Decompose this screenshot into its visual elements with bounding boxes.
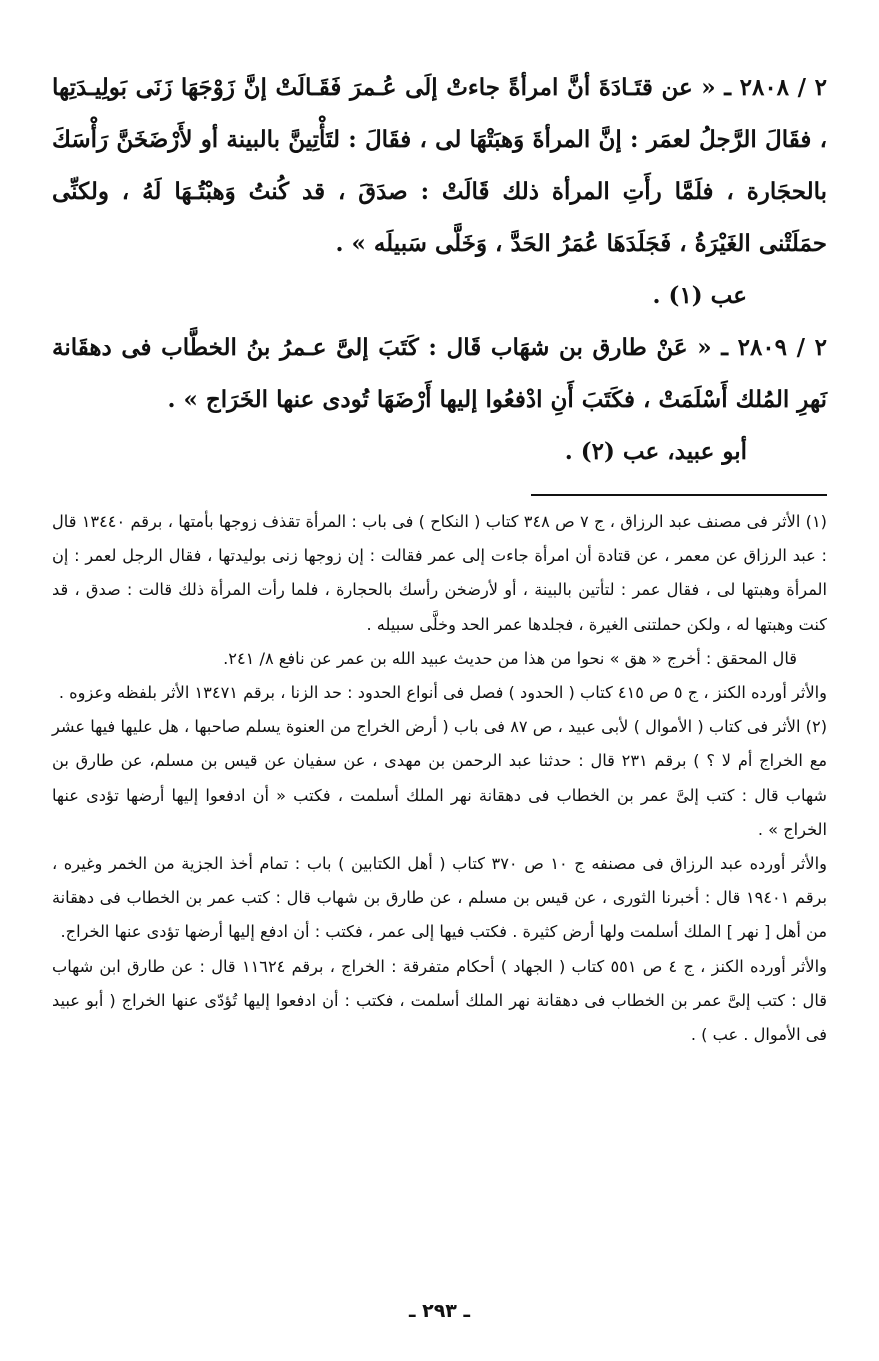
footnotes (52, 505, 827, 1052)
entry-2809-text: ٢ / ٢٨٠٩ ـ « عَنْ طارق بن شهَاب قَال : كَتَبَ إلىَّ عـمرُ بنُ الخطَّاب فى دهقَانة نَهرِ المُلك أَسْلَمَتْ ، فكَتَبَ أَنِ ادْفعُوا إليها أَرْضَهَا تُودى عنها الخَرَاج » . (52, 334, 828, 413)
footnote-1-editor-note: قال المحقق : أخرج « هق » نحوا من هذا من حديث عبيد الله بن عمر عن نافع ٨/ ٢٤١. (223, 648, 797, 668)
footnote-2-kanz: والأثر أورده الكنز ، ج ٤ ص ٥٥١ كتاب ( الجهاد ) أحكام متفرقة : الخراج ، برقم ١١٦٢٤ قال : عن طارق ابن شهاب قال : كتب إلىَّ عمر بن الخطاب فى دهقانة نهر الملك أسلمت ، فكتب : أن ادفعوا إليها تُؤدّى عنها الخراج ( أبو عبيد فى الأموال . عب ) . (52, 956, 827, 1045)
footnote-2-abdulrazzaq: والأثر أورده عبد الرزاق فى مصنفه ج ١٠ ص ٣٧٠ كتاب ( أهل الكتابين ) باب : تمام أخذ الجزية من الخمر وغيره ، برقم ١٩٤٠١ قال : أخبرنا الثورى ، عن قيس بن مسلم ، عن طارق بن شهاب قال : كتب عمر بن الخطاب فى دهقانة من أهل [ نهر ] الملك أسلمت ولها أرض كثيرة . فكتب فيها إلى عمر ، فكتب : أن ادفع إليها أرضها تؤدى عنها الخراج. (52, 854, 827, 942)
footnote-separator (531, 494, 827, 496)
entry-2808-source: عب (١) . (652, 282, 747, 309)
footnote-1-kanz: والأثر أورده الكنز ، ج ٥ ص ٤١٥ كتاب ( الحدود ) فصل فى أنواع الحدود : حد الزنا ، برقم ١٣٤٧١ الأثر بلفظه وعزوه . (58, 683, 827, 703)
footnote-1-main: (١) الأثر فى مصنف عبد الرزاق ، ج ٧ ص ٣٤٨ كتاب ( النكاح ) فى باب : المرأة تقذف زوجها بأمتها ، برقم ١٣٤٤٠ قال : عبد الرزاق عن معمر ، عن قتادة أن امرأة جاءت إلى عمر فقالت : إن زوجها زنى بوليدتها ، فقال الرجل لعمر : إن المرأة وهبتها لى ، فقال عمر : لتأتين بالبينة ، أو لأرضخن رأسك بالحجارة ، فلما رأت المرأة ذلك قالت : صدق ، قد كنت وهبتها له ، ولكن حملتنى الغيرة ، فجلدها عمر الحد وخلَّى سبيله . (52, 512, 827, 634)
page-number: ـ ٢٩٣ ـ (408, 1300, 470, 1322)
entry-2808-text: ٢ / ٢٨٠٨ ـ « عن قتَـادَةَ أنَّ امرأةً جاءتْ إلَى عُـمرَ فَقَـالَتْ إنَّ زَوْجَهَا زَنَى بَولِيـدَتِها ، فقَالَ الرَّجلُ لعمَر : إنَّ المرأةَ وَهبَتْهَا لى ، فقَالَ : لتَأْتِينَّ بالبينة أو لأَرْضَخَنَّ رَأْسَكَ بالحجَارة ، فلَمَّا رأَتِ المرأة ذلك قَالَتْ : صدَقَ ، قد كُنتُ وَهبْتُـهَا لَهُ ، ولكنِّى حمَلَتْنى الغَيْرَةُ ، فَجَلَدَهَا عُمَرُ الحَدَّ ، وَخَلَّى سَبيلَه » . (52, 74, 827, 257)
footnote-2-main: (٢) الأثر فى كتاب ( الأموال ) لأبى عبيد ، ص ٨٧ فى باب ( أرض الخراج من العنوة يسلم صاحبها ، هل عليها فيها عشر مع الخراج أم لا ؟ ) برقم ٢٣١ قال : حدثنا عبد الرحمن بن مهدى ، عن سفيان عن قيس بن مسلم، عن طارق بن شهاب قال : كتب إلىَّ عمر بن الخطاب فى دهقانة نهر الملك أسلمت ، فكتب « أن ادفعوا إليها أرضها تؤدى عنها الخراج » . (52, 717, 828, 839)
main-text (52, 62, 827, 478)
entry-2809-source: أبو عبيد، عب (٢) . (564, 438, 747, 465)
